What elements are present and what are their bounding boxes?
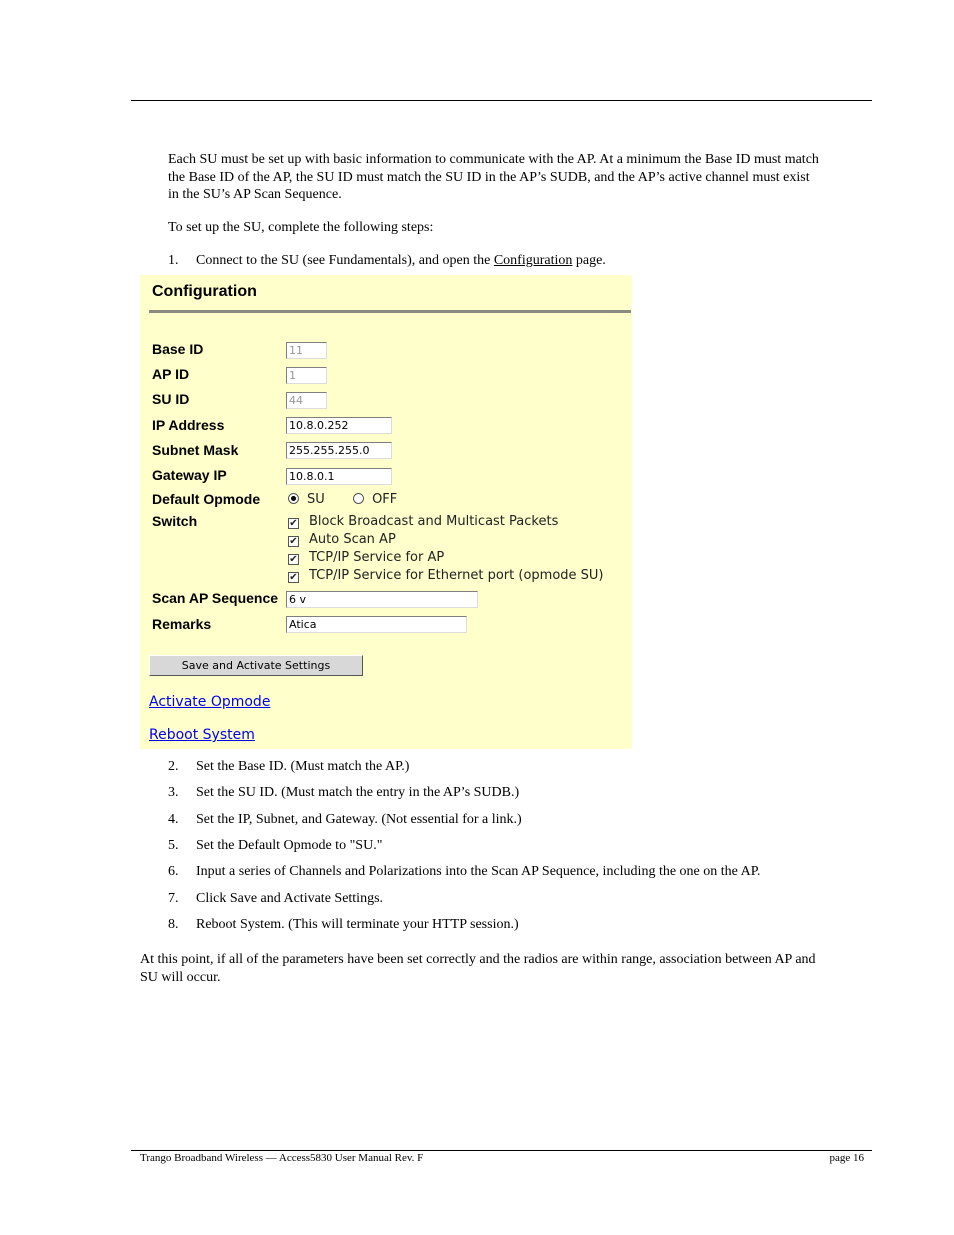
- intro-line-3: in the SU’s AP Scan Sequence.: [168, 187, 342, 202]
- save-activate-button[interactable]: Save and Activate Settings: [149, 655, 363, 676]
- step-number: 6.: [168, 864, 179, 879]
- switch-option-2: [288, 532, 396, 547]
- step-text: Reboot System. (This will terminate your HTTP session.): [196, 917, 519, 932]
- gateway-ip-input[interactable]: 10.8.0.1: [286, 468, 392, 485]
- opmode-off-label: OFF: [372, 492, 398, 507]
- remarks-label: Remarks: [152, 616, 212, 632]
- su-id-input[interactable]: 44: [286, 392, 327, 409]
- ap-id-input[interactable]: 1: [286, 367, 327, 384]
- default-opmode-label: Default Opmode: [152, 491, 261, 507]
- intro-line-1: Each SU must be set up with basic information to communicate with the AP. At a minimum the Base ID must match: [168, 152, 819, 167]
- ap-id-label: AP ID: [152, 366, 190, 382]
- step-text: Connect to the SU (see Fundamentals), and open the: [196, 253, 494, 268]
- footer-left-text: Trango Broadband Wireless — Access5830 User Manual Rev. F: [140, 1152, 424, 1164]
- step-text: Set the Base ID. (Must match the AP.): [196, 759, 410, 774]
- step-number: 2.: [168, 759, 179, 774]
- switch-label: Switch: [152, 513, 198, 529]
- step-number: 1.: [168, 253, 179, 268]
- step-text: Set the SU ID. (Must match the entry in the AP’s SUDB.): [196, 785, 520, 800]
- step-text: Set the Default Opmode to "SU.": [196, 838, 383, 853]
- subnet-mask-input[interactable]: 255.255.255.0: [286, 442, 392, 459]
- config-title: Configuration: [152, 283, 257, 300]
- config-divider: [149, 310, 631, 313]
- ip-address-label: IP Address: [152, 417, 225, 433]
- step-text-end: page.: [572, 253, 606, 268]
- opmode-su-radio[interactable]: [288, 493, 299, 504]
- scan-ap-sequence-label: Scan AP Sequence: [152, 590, 279, 606]
- step-number: 4.: [168, 812, 179, 827]
- step-number: 8.: [168, 917, 179, 932]
- checkbox-checked[interactable]: ✔: [289, 572, 298, 583]
- base-id-input[interactable]: 11: [286, 342, 327, 359]
- activate-opmode-link[interactable]: Activate Opmode: [149, 694, 271, 710]
- su-id-label: SU ID: [152, 391, 190, 407]
- base-id-label: Base ID: [152, 341, 204, 357]
- switch-option-label: Auto Scan AP: [309, 532, 396, 547]
- conclusion-paragraph: [140, 951, 870, 986]
- footer-rule: [131, 1150, 872, 1151]
- opmode-su-label: SU: [307, 492, 325, 507]
- conclusion-line-1: At this point, if all of the parameters have been set correctly and the radios are within range, association between AP and: [140, 952, 816, 967]
- page-number: page 16: [829, 1152, 864, 1164]
- switch-option-label: TCP/IP Service for AP: [309, 550, 445, 565]
- header-rule: [131, 100, 872, 101]
- step-number: 3.: [168, 785, 179, 800]
- opmode-radio-group: [288, 492, 397, 507]
- configuration-link[interactable]: Configuration: [493, 253, 573, 268]
- scan-ap-sequence-input[interactable]: 6 v: [286, 591, 478, 608]
- setup-instruction: To set up the SU, complete the following steps:: [168, 220, 434, 235]
- remarks-input[interactable]: Atica: [286, 616, 467, 633]
- intro-line-2: the Base ID of the AP, the SU ID must match the SU ID in the AP’s SUDB, and the AP’s active channel must exist: [168, 169, 810, 185]
- intro-paragraph: [168, 151, 878, 204]
- reboot-system-link[interactable]: Reboot System: [149, 727, 255, 743]
- conclusion-line-2: SU will occur.: [140, 969, 221, 985]
- opmode-off-radio[interactable]: [353, 493, 364, 504]
- switch-option-label: Block Broadcast and Multicast Packets: [309, 514, 559, 529]
- checkbox-checked[interactable]: ✔: [289, 554, 298, 565]
- step-number: 7.: [168, 891, 179, 906]
- step-number: 5.: [168, 838, 179, 853]
- ip-address-input[interactable]: 10.8.0.252: [286, 417, 392, 434]
- gateway-ip-label: Gateway IP: [152, 467, 227, 483]
- switch-option-1: [288, 514, 558, 529]
- checkbox-checked[interactable]: ✔: [289, 518, 298, 529]
- checkbox-checked[interactable]: ✔: [289, 536, 298, 547]
- switch-option-3: [288, 550, 444, 565]
- switch-option-label: TCP/IP Service for Ethernet port (opmode SU): [309, 568, 604, 583]
- step-text: Click Save and Activate Settings.: [196, 891, 384, 906]
- configuration-panel: [140, 275, 632, 749]
- step-text: Set the IP, Subnet, and Gateway. (Not essential for a link.): [196, 812, 522, 827]
- switch-option-4: [288, 568, 604, 583]
- step-text: Input a series of Channels and Polarizations into the Scan AP Sequence, including the one on the AP.: [196, 864, 761, 879]
- subnet-mask-label: Subnet Mask: [152, 442, 239, 458]
